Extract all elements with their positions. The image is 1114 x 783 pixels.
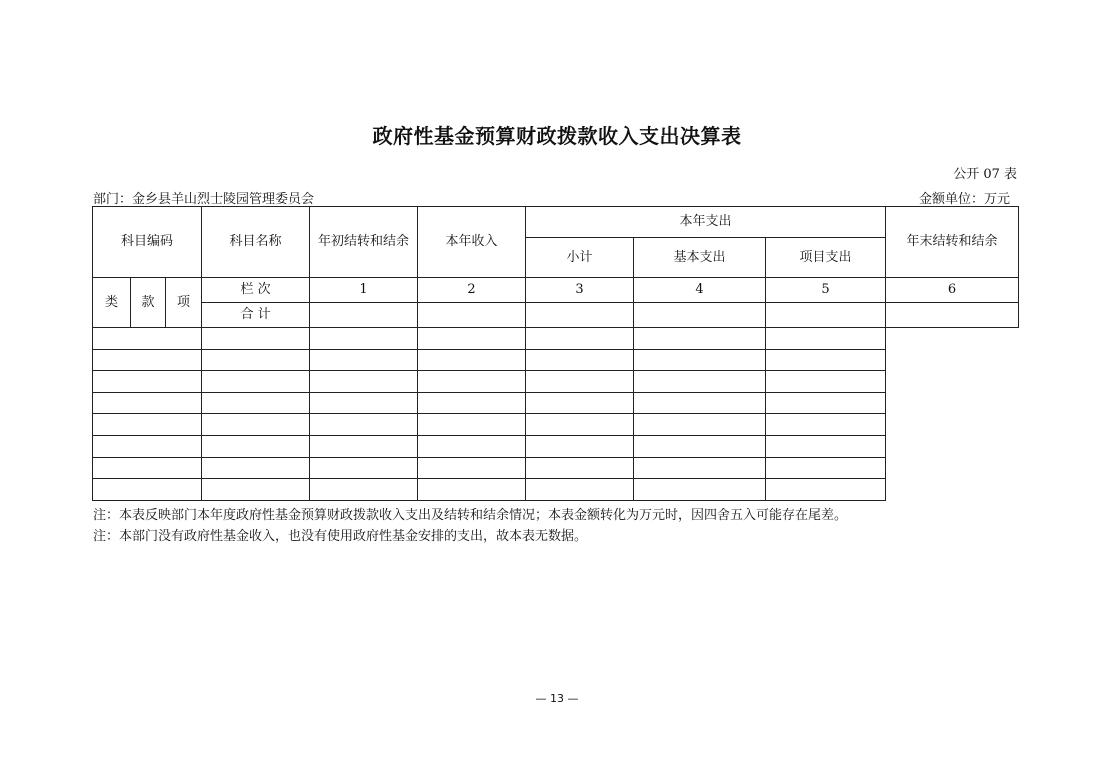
total-cell [886, 303, 1019, 328]
table-cell [202, 349, 310, 371]
table-row [93, 371, 1019, 393]
table-cell [418, 328, 526, 350]
table-cell [526, 479, 634, 501]
table-cell [202, 414, 310, 436]
table-cell [634, 457, 766, 479]
note-line: 注：本部门没有政府性基金收入，也没有使用政府性基金安排的支出，故本表无数据。 [93, 529, 588, 544]
total-cell [418, 303, 526, 328]
column-number: 6 [886, 278, 1019, 303]
table-cell [93, 479, 202, 501]
table-cell [418, 349, 526, 371]
table-cell [310, 414, 418, 436]
page-number: — 13 — [535, 692, 579, 705]
table-row [93, 457, 1019, 479]
notes [93, 505, 847, 547]
table-cell [766, 392, 886, 414]
table-cell [766, 414, 886, 436]
table-cell [310, 349, 418, 371]
table-cell [418, 457, 526, 479]
table-cell [310, 371, 418, 393]
header-subject-name: 科目名称 [202, 207, 310, 278]
note-line: 注：本表反映部门本年度政府性基金预算财政拨款收入支出及结转和结余情况；本表金额转化为万元时，因四舍五入可能存在尾差。 [93, 508, 848, 523]
column-number: 4 [634, 278, 766, 303]
header-subject-code: 科目编码 [93, 207, 202, 278]
table-cell [634, 435, 766, 457]
table-cell [93, 328, 202, 350]
table-cell [418, 479, 526, 501]
table-cell [310, 435, 418, 457]
table-row [93, 414, 1019, 436]
column-number: 5 [766, 278, 886, 303]
column-number: 1 [310, 278, 418, 303]
table-cell [766, 457, 886, 479]
table-cell [93, 392, 202, 414]
column-number: 3 [526, 278, 634, 303]
table-cell [526, 371, 634, 393]
table-cell [526, 328, 634, 350]
table-cell [634, 414, 766, 436]
table-cell [202, 371, 310, 393]
table-cell [93, 435, 202, 457]
table-cell [202, 435, 310, 457]
column-number: 2 [418, 278, 526, 303]
table-cell [634, 392, 766, 414]
table-row [93, 435, 1019, 457]
table-cell [93, 349, 202, 371]
total-label: 合 计 [202, 303, 310, 328]
data-rows [93, 328, 1019, 501]
total-cell [634, 303, 766, 328]
header-current-expenditure: 本年支出 [526, 207, 886, 238]
table-row [93, 392, 1019, 414]
table-cell [634, 328, 766, 350]
table-cell [310, 479, 418, 501]
table-row [93, 328, 1019, 350]
table-cell [766, 479, 886, 501]
table-cell [418, 392, 526, 414]
total-cell [526, 303, 634, 328]
table-cell [202, 328, 310, 350]
total-cell [766, 303, 886, 328]
header-beginning-balance: 年初结转和结余 [310, 207, 418, 278]
table-cell [766, 349, 886, 371]
form-code: 公开 07 表 [953, 167, 1017, 182]
table-row [93, 479, 1019, 501]
table-cell [766, 371, 886, 393]
header-project-expenditure: 项目支出 [766, 238, 886, 278]
table-cell [526, 414, 634, 436]
code-part-category: 类 [93, 278, 131, 328]
code-part-section: 款 [131, 278, 166, 328]
department-label: 部门：金乡县羊山烈士陵园管理委员会 [93, 192, 315, 207]
table-cell [310, 328, 418, 350]
table-cell [418, 435, 526, 457]
header-subtotal: 小计 [526, 238, 634, 278]
table-cell [766, 435, 886, 457]
table-cell [202, 479, 310, 501]
header-ending-balance: 年末结转和结余 [886, 207, 1019, 278]
total-cell [310, 303, 418, 328]
table-cell [526, 349, 634, 371]
table-cell [93, 457, 202, 479]
column-label: 栏 次 [202, 278, 310, 303]
header-current-income: 本年收入 [418, 207, 526, 278]
table-cell [310, 457, 418, 479]
table-cell [93, 414, 202, 436]
table-cell [418, 414, 526, 436]
budget-table [92, 206, 1019, 501]
table-cell [766, 328, 886, 350]
table-cell [418, 371, 526, 393]
table-cell [526, 435, 634, 457]
table-cell [526, 457, 634, 479]
table-cell [634, 371, 766, 393]
amount-unit-label: 金额单位：万元 [918, 192, 1010, 207]
table-cell [202, 457, 310, 479]
table-cell [634, 349, 766, 371]
table-row [93, 349, 1019, 371]
table-cell [93, 371, 202, 393]
page-title: 政府性基金预算财政拨款收入支出决算表 [372, 124, 742, 148]
table-cell [526, 392, 634, 414]
table-cell [310, 392, 418, 414]
code-part-item: 项 [166, 278, 202, 328]
header-basic-expenditure: 基本支出 [634, 238, 766, 278]
table-cell [202, 392, 310, 414]
table-cell [634, 479, 766, 501]
